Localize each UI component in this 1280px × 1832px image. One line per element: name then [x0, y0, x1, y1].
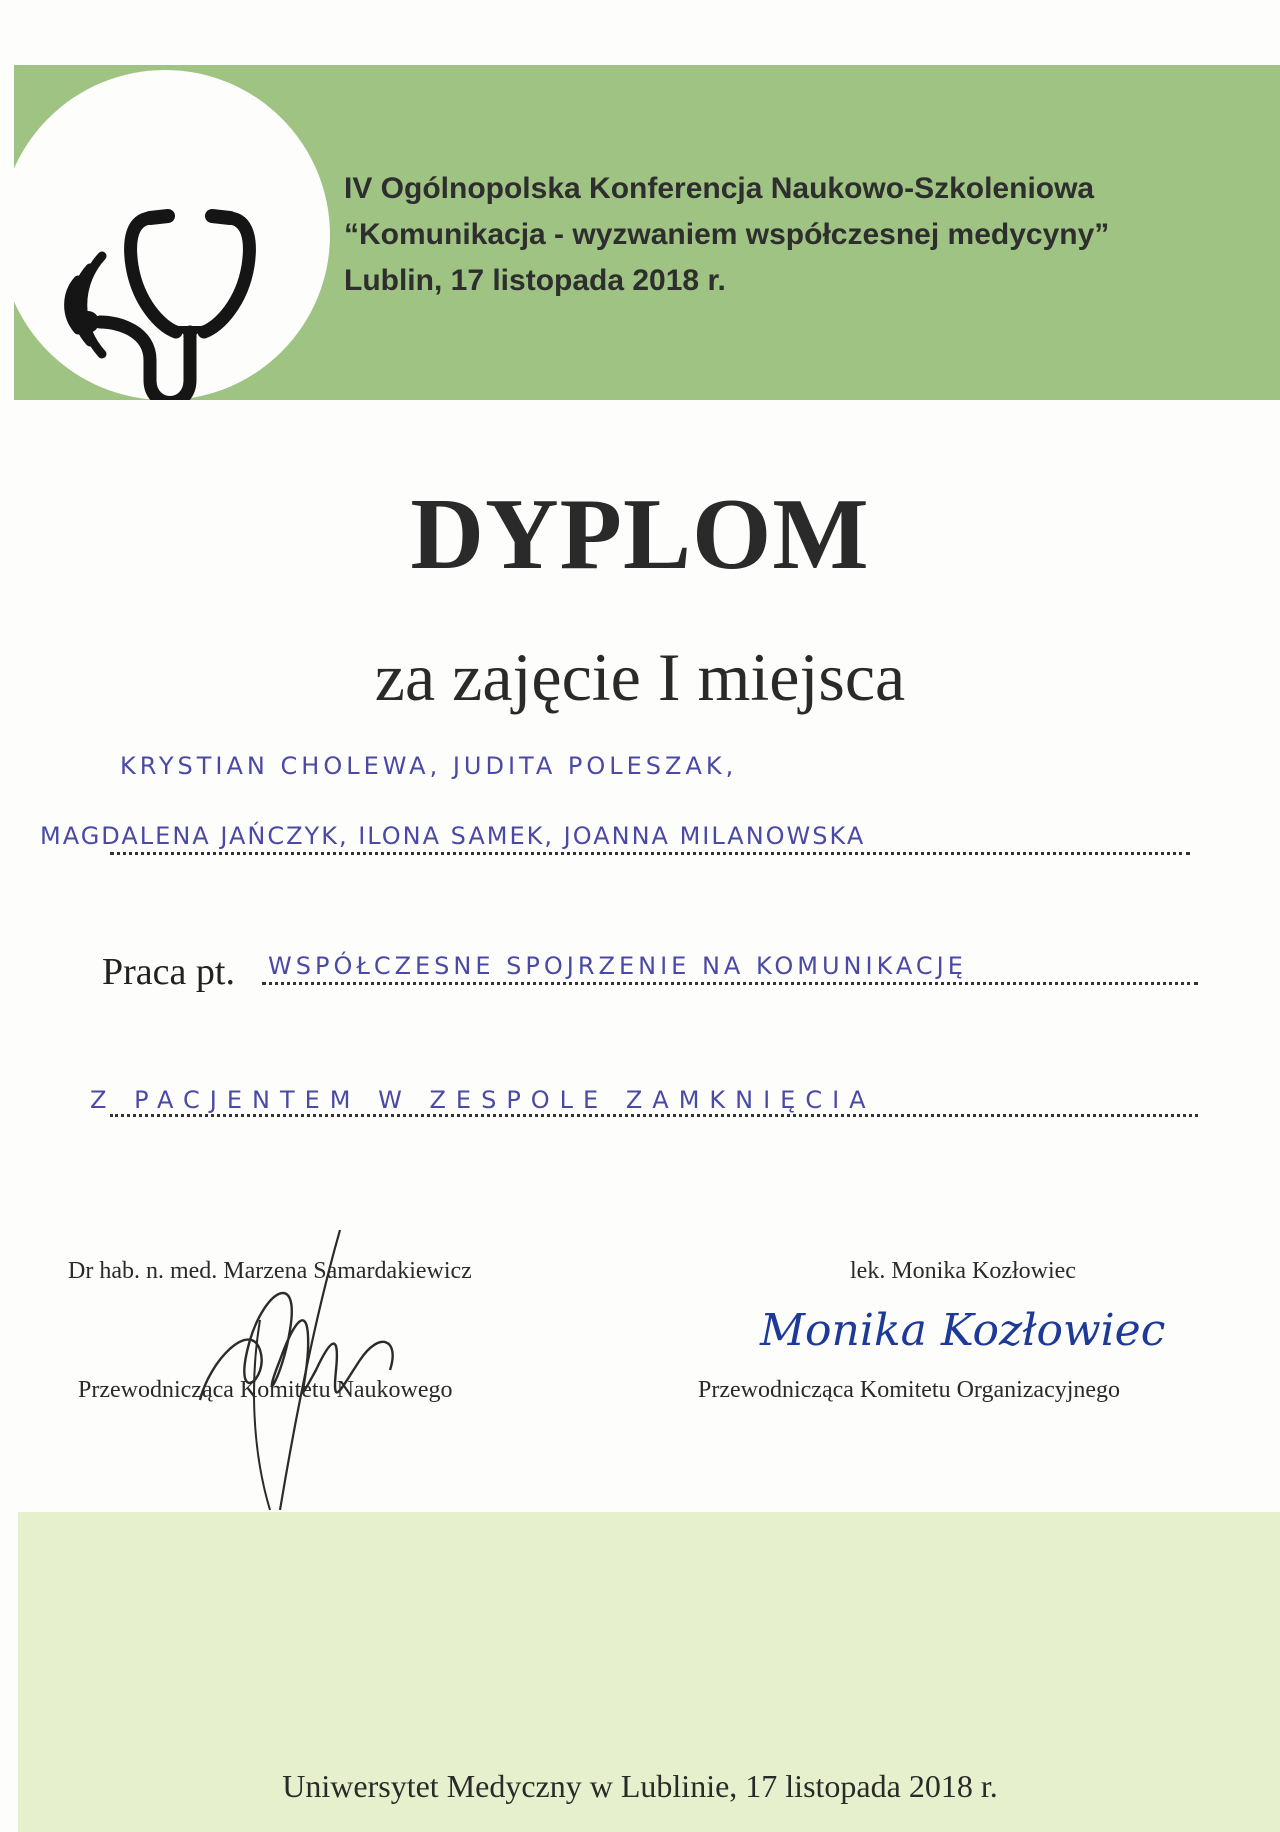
right-signatory-name: lek. Monika Kozłowiec: [850, 1258, 1076, 1284]
diploma-title: DYPLOM: [410, 478, 870, 591]
recipients-line-2: MAGDALENA JAŃCZYK, ILONA SAMEK, JOANNA MILANOWSKA: [40, 822, 866, 850]
conference-title: IV Ogólnopolska Konferencja Naukowo-Szkoleniowa: [344, 172, 1095, 205]
conference-theme: “Komunikacja - wyzwaniem współczesnej medycyny”: [344, 218, 1110, 251]
logo: [0, 70, 330, 400]
stethoscope-icon: [0, 70, 330, 400]
diploma-subtitle: za zajęcie I miejsca: [374, 639, 906, 715]
work-label: Praca pt.: [102, 951, 235, 993]
left-signatory-name: Dr hab. n. med. Marzena Samardakiewicz: [68, 1258, 472, 1284]
left-signatory-role: Przewodnicząca Komitetu Naukowego: [78, 1377, 453, 1403]
recipients-dotted-line: [110, 852, 1190, 855]
work-title-line-1: WSPÓŁCZESNE SPOJRZENIE NA KOMUNIKACJĘ: [268, 952, 967, 980]
work-title-line-2: Z PACJENTEM W ZESPOLE ZAMKNIĘCIA: [90, 1086, 876, 1114]
conference-date: Lublin, 17 listopada 2018 r.: [344, 264, 726, 297]
recipients-line-1: KRYSTIAN CHOLEWA, JUDITA POLESZAK,: [120, 752, 738, 780]
right-signatory-role: Przewodnicząca Komitetu Organizacyjnego: [698, 1377, 1121, 1403]
footer-text: Uniwersytet Medyczny w Lublinie, 17 listopada 2018 r.: [282, 1768, 998, 1804]
work-dotted-line-1: [262, 982, 1198, 985]
handwritten-signature-left: [190, 1210, 450, 1520]
conference-info: [344, 166, 1109, 304]
handwritten-signature-right: Monika Kozłowiec: [760, 1305, 1166, 1356]
work-dotted-line-2: [110, 1114, 1198, 1117]
